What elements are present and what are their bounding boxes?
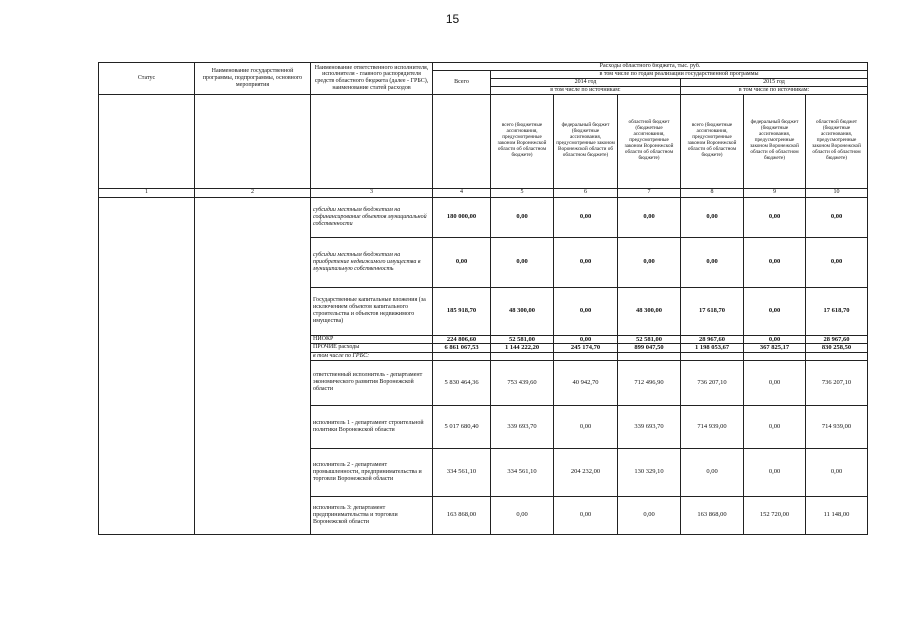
value-total: 185 918,70 (433, 287, 491, 335)
col-number: 3 (311, 188, 433, 197)
header-expenses-title: Расходы областного бюджета, тыс. руб. (433, 63, 868, 71)
value-2015-federal: 0,00 (744, 405, 806, 448)
page-number: 15 (445, 12, 460, 26)
value-2014-regional: 0,00 (618, 496, 681, 534)
header-col9: федеральный бюджет (бюджетные ассигнования, предусмотренные законом Воронежской области об областном бюджете) (744, 94, 806, 188)
value-total: 5 017 680,40 (433, 405, 491, 448)
executor-name: исполнитель 3: департамент предпринимательства и торговли Воронежской области (311, 496, 433, 534)
value-total: 0,00 (433, 237, 491, 287)
value-2014-regional: 48 300,00 (618, 287, 681, 335)
col-number: 9 (744, 188, 806, 197)
value-2015-federal: 367 825,17 (744, 344, 806, 352)
value-2015-regional: 11 148,00 (806, 496, 868, 534)
value-2014-total: 52 581,00 (491, 335, 554, 343)
expense-item-name: субсидии местным бюджетам на приобретение недвижимого имущества в муниципальную собственность (311, 237, 433, 287)
value-2014-federal: 0,00 (554, 287, 618, 335)
table-row (99, 197, 868, 237)
value-2015-total: 17 618,70 (681, 287, 744, 335)
program-cell (195, 197, 311, 534)
value-total: 5 830 464,36 (433, 360, 491, 405)
header-executor: Наименование ответственного исполнителя, исполнителя - главного распорядителя средств областного бюджета (далее - ГРБС), наименование статей расходов (311, 63, 433, 95)
value-2015-regional: 17 618,70 (806, 287, 868, 335)
value-2015-federal: 0,00 (744, 335, 806, 343)
value-2014-total: 339 693,70 (491, 405, 554, 448)
col-number: 6 (554, 188, 618, 197)
value-2014-federal: 0,00 (554, 405, 618, 448)
col-number: 4 (433, 188, 491, 197)
value-total: 180 000,00 (433, 197, 491, 237)
budget-table (98, 62, 868, 535)
value-2014-federal: 0,00 (554, 237, 618, 287)
header-year-2015: 2015 год (681, 78, 868, 86)
value-2014-federal: 0,00 (554, 335, 618, 343)
column-numbers-row (99, 188, 868, 197)
value-2015-total: 163 868,00 (681, 496, 744, 534)
executor-name: исполнитель 1 - департамент строительной политики Воронежской области (311, 405, 433, 448)
col-number: 5 (491, 188, 554, 197)
col-number: 10 (806, 188, 868, 197)
value-2014-federal: 245 174,70 (554, 344, 618, 352)
value-2014-federal: 0,00 (554, 197, 618, 237)
grbs-subheading: в том числе по ГРБС: (311, 352, 433, 360)
value-2015-regional: 0,00 (806, 448, 868, 496)
header-sources-2014: в том числе по источникам: (491, 86, 681, 94)
header-by-years: в том числе по годам реализации государственной программы (491, 71, 868, 79)
value-2014-regional: 899 047,50 (618, 344, 681, 352)
value-2014-total: 334 561,10 (491, 448, 554, 496)
value-2015-regional: 0,00 (806, 197, 868, 237)
value-2014-total: 0,00 (491, 496, 554, 534)
value-2014-federal: 40 942,70 (554, 360, 618, 405)
header-col5: всего (бюджетные ассигнования, предусмотренные законом Воронежской области об областном бюджете) (491, 94, 554, 188)
value-2015-regional: 736 207,10 (806, 360, 868, 405)
value-total: 163 868,00 (433, 496, 491, 534)
value-2014-regional: 712 496,90 (618, 360, 681, 405)
header-total: Всего (433, 71, 491, 95)
value-2015-federal: 0,00 (744, 448, 806, 496)
value-2014-regional: 0,00 (618, 237, 681, 287)
expense-item-name: НИОКР (311, 335, 433, 343)
col-number: 2 (195, 188, 311, 197)
value-2014-federal: 204 232,00 (554, 448, 618, 496)
value-2015-regional: 830 258,50 (806, 344, 868, 352)
value-2015-federal: 152 720,00 (744, 496, 806, 534)
value-2014-federal: 0,00 (554, 496, 618, 534)
header-status: Статус (99, 63, 195, 95)
value-2015-total: 714 939,00 (681, 405, 744, 448)
col-number: 7 (618, 188, 681, 197)
col-number: 8 (681, 188, 744, 197)
value-2015-regional: 0,00 (806, 237, 868, 287)
value-2015-total: 28 967,60 (681, 335, 744, 343)
value-2014-regional: 52 581,00 (618, 335, 681, 343)
value-2014-regional: 0,00 (618, 197, 681, 237)
status-cell (99, 197, 195, 534)
value-2015-federal: 0,00 (744, 360, 806, 405)
value-2015-federal: 0,00 (744, 197, 806, 237)
header-sources-2015: в том числе по источникам: (681, 86, 868, 94)
executor-name: ответственный исполнитель - департамент экономического развития Воронежской области (311, 360, 433, 405)
header-year-2014: 2014 год (491, 78, 681, 86)
executor-name: исполнитель 2 - департамент промышленности, предпринимательства и торговли Воронежской области (311, 448, 433, 496)
value-2015-regional: 28 967,60 (806, 335, 868, 343)
value-2014-regional: 339 693,70 (618, 405, 681, 448)
col-number: 1 (99, 188, 195, 197)
value-2015-total: 0,00 (681, 448, 744, 496)
value-2014-regional: 130 329,10 (618, 448, 681, 496)
value-2015-total: 736 207,10 (681, 360, 744, 405)
header-col7: областной бюджет (бюджетные ассигнования, предусмотренные законом Воронежской области об областном бюджете) (618, 94, 681, 188)
value-total: 334 561,10 (433, 448, 491, 496)
header-col8: всего (бюджетные ассигнования, предусмотренные законом Воронежской области об областном бюджете) (681, 94, 744, 188)
header-col6: федеральный бюджет (бюджетные ассигнования, предусмотренные законом Воронежской области об областном бюджете) (554, 94, 618, 188)
value-2014-total: 48 300,00 (491, 287, 554, 335)
value-2015-total: 1 198 053,67 (681, 344, 744, 352)
value-2015-federal: 0,00 (744, 237, 806, 287)
expense-item-name: ПРОЧИЕ расходы (311, 344, 433, 352)
value-2015-regional: 714 939,00 (806, 405, 868, 448)
value-2015-total: 0,00 (681, 197, 744, 237)
value-2014-total: 1 144 222,20 (491, 344, 554, 352)
header-col10: областной бюджет (бюджетные ассигнования, предусмотренные законом Воронежской области об областном бюджете) (806, 94, 868, 188)
value-2014-total: 0,00 (491, 197, 554, 237)
value-2015-total: 0,00 (681, 237, 744, 287)
expense-item-name: Государственные капитальные вложения (за исключением объектов капитального строительства и объектов недвижимого имущества) (311, 287, 433, 335)
header-program-name: Наименование государственной программы, подпрограммы, основного мероприятия (195, 63, 311, 95)
value-2014-total: 0,00 (491, 237, 554, 287)
value-2015-federal: 0,00 (744, 287, 806, 335)
value-total: 6 861 067,53 (433, 344, 491, 352)
value-total: 224 806,60 (433, 335, 491, 343)
value-2014-total: 753 439,60 (491, 360, 554, 405)
expense-item-name: субсидии местным бюджетам на софинансирование объектов муниципальной собственности (311, 197, 433, 237)
